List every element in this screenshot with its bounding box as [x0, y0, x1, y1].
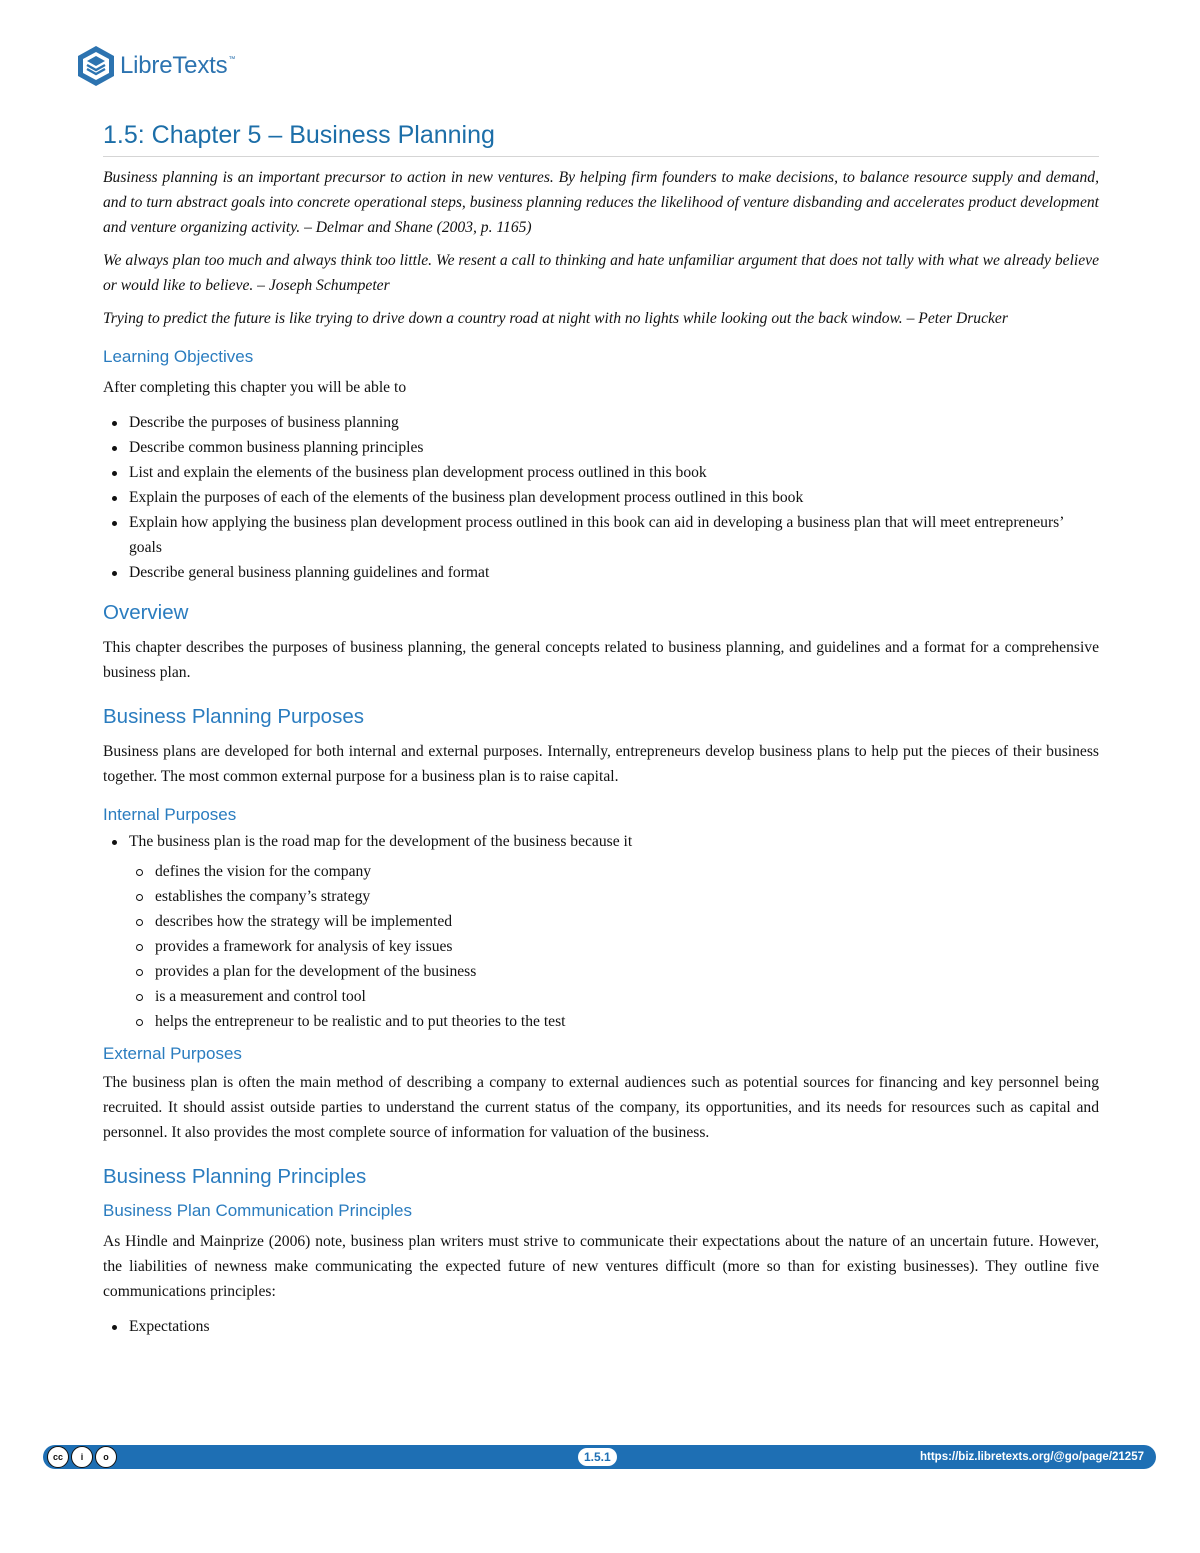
internal-purposes-list — [103, 829, 1099, 1034]
list-item: Explain how applying the business plan development process outlined in this book can aid in developing a business plan that will meet entrepreneurs’ goals — [103, 510, 1099, 560]
list-item: Describe general business planning guidelines and format — [103, 560, 1099, 585]
list-item: provides a plan for the development of the business — [103, 959, 1099, 984]
page-footer — [43, 1445, 1156, 1469]
list-item: provides a framework for analysis of key issues — [103, 934, 1099, 959]
internal-purposes-sublist — [103, 859, 1099, 1034]
list-item: Describe the purposes of business planning — [103, 410, 1099, 435]
by-icon: i — [71, 1446, 93, 1468]
list-item: Expectations — [103, 1314, 1099, 1339]
list-item: establishes the company’s strategy — [103, 884, 1099, 909]
overview-text: This chapter describes the purposes of business planning, the general concepts related to business planning, and guidelines and a format for a comprehensive business plan. — [103, 639, 1099, 681]
communication-principles-heading: Business Plan Communication Principles — [103, 1201, 412, 1220]
overview-heading: Overview — [103, 601, 189, 624]
page-title: 1.5: Chapter 5 – Business Planning — [103, 118, 1099, 157]
principles-heading: Business Planning Principles — [103, 1165, 367, 1188]
purposes-text: Business plans are developed for both internal and external purposes. Internally, entrepreneurs develop business plans to help put the pieces of their business together. The most common external purpose for a business plan is to raise capital. — [103, 743, 1099, 785]
principles-text: As Hindle and Mainprize (2006) note, business plan writers must strive to communicate their expectations about the nature of an uncertain future. However, the liabilities of newness make communicating the expected future of new ventures difficult (more so than for existing businesses). They outline five communications principles: — [103, 1233, 1099, 1300]
sa-icon: o — [95, 1446, 117, 1468]
page-content — [103, 118, 1099, 1339]
list-item: Explain the purposes of each of the elements of the business plan development process outlined in this book — [103, 485, 1099, 510]
epigraph-quote: Business planning is an important precursor to action in new ventures. By helping firm founders to make decisions, to balance resource supply and demand, and to turn abstract goals into concrete operational steps, business planning reduces the likelihood of venture disbanding and accelerates product development and venture organizing activity. – Delmar and Shane (2003, p. 1165) — [103, 169, 1099, 236]
epigraph-quote: Trying to predict the future is like trying to drive down a country road at night with no lights while looking out the back window. – Peter Drucker — [103, 310, 1008, 327]
learning-objectives-heading: Learning Objectives — [103, 347, 254, 366]
list-item: is a measurement and control tool — [103, 984, 1099, 1009]
external-purposes-heading: External Purposes — [103, 1044, 242, 1063]
principles-list — [103, 1314, 1099, 1339]
list-item: Describe common business planning principles — [103, 435, 1099, 460]
cc-license-badge[interactable] — [47, 1446, 117, 1468]
external-purposes-text: The business plan is often the main method of describing a company to external audiences such as potential sources for financing and key personnel being recruited. It should assist outside parties to understand the current status of the company, its opportunities, and its needs for resources such as capital and personnel. It also provides the most complete source of information for valuation of the business. — [103, 1074, 1099, 1141]
list-item: List and explain the elements of the business plan development process outlined in this book — [103, 460, 1099, 485]
logo-text: LibreTexts™ — [120, 52, 236, 79]
list-item: The business plan is the road map for the development of the business because it defines the vision for the company establishes the company’s strategy describes how the strategy will be implemented provides a framework for analysis of key issues provides a plan for the development of the business is a measurement and control tool helps the entrepreneur to be realistic and to put theories to the test — [103, 829, 1099, 1034]
objectives-intro: After completing this chapter you will be able to — [103, 379, 407, 396]
list-item: defines the vision for the company — [103, 859, 1099, 884]
epigraph-quote: We always plan too much and always think too little. We resent a call to thinking and hate unfamiliar argument that does not tally with what we already believe or would like to believe. – Joseph Schumpeter — [103, 252, 1099, 294]
purposes-heading: Business Planning Purposes — [103, 705, 364, 728]
libretexts-logo[interactable] — [74, 42, 235, 90]
objectives-list — [103, 410, 1099, 585]
page-number: 1.5.1 — [578, 1448, 617, 1466]
list-item: helps the entrepreneur to be realistic and to put theories to the test — [103, 1009, 1099, 1034]
libretexts-hexagon-icon — [74, 44, 118, 88]
page-url-link[interactable]: https://biz.libretexts.org/@go/page/21257 — [919, 1451, 1144, 1463]
list-item: describes how the strategy will be implemented — [103, 909, 1099, 934]
cc-icon: cc — [47, 1446, 69, 1468]
internal-purposes-heading: Internal Purposes — [103, 805, 237, 824]
